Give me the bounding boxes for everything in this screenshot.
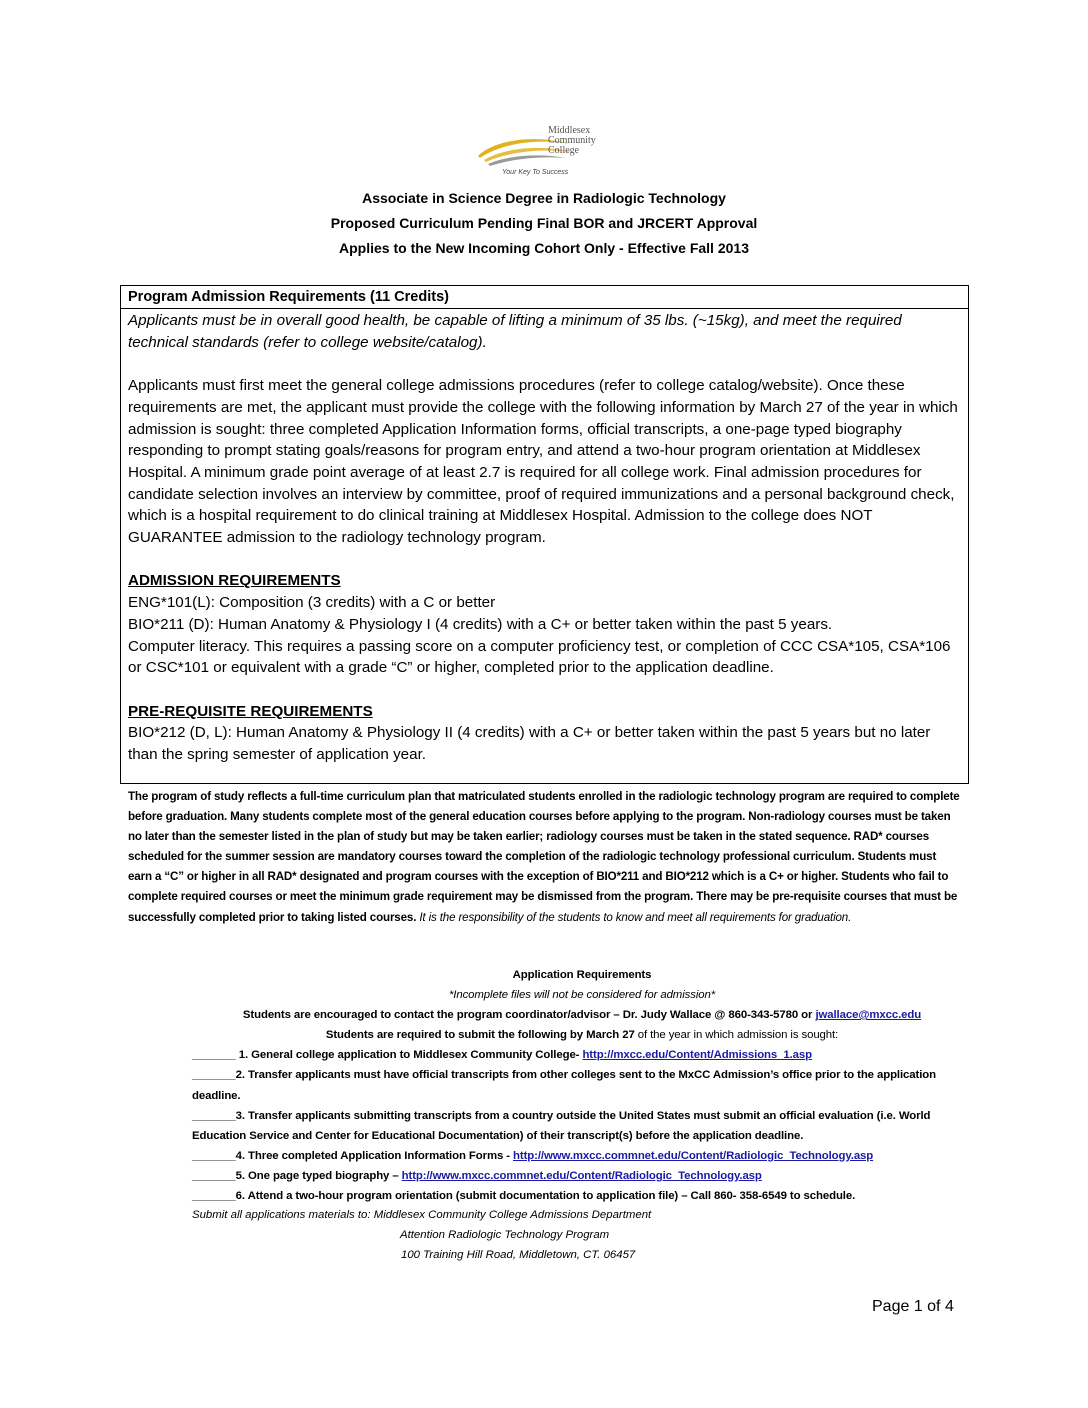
- checklist-blank: _______: [192, 1169, 236, 1182]
- checklist-blank: _______: [192, 1149, 236, 1162]
- contact-text: Students are encouraged to contact the program coordinator/advisor – Dr. Judy Wallace @ 860-343-5780 or: [242, 1009, 816, 1022]
- program-disclaimer: [128, 787, 960, 928]
- application-heading: Application Requirements: [512, 969, 652, 981]
- logo-name-line: Middlesex: [548, 125, 591, 136]
- application-requirements: [192, 965, 972, 1206]
- checklist-item: [192, 1186, 972, 1206]
- prerequisite-heading: PRE-REQUISITE REQUIREMENTS: [128, 702, 373, 720]
- prerequisite-item: BIO*212 (D, L): Human Anatomy & Physiology II (4 credits) with a C+ or better taken within the past 5 years but no later than the spring semester of application year.: [128, 724, 931, 764]
- admissions-link[interactable]: http://mxcc.edu/Content/Admissions_1.asp: [582, 1049, 813, 1062]
- page-number: Page 1 of 4: [872, 1298, 954, 1315]
- checklist-blank: _______: [192, 1109, 236, 1122]
- submit-line: [192, 1025, 972, 1045]
- requirement-item: ENG*101(L): Composition (3 credits) with a C or better: [128, 594, 496, 612]
- document-titles: [0, 186, 1088, 261]
- logo-name-line: Community: [548, 135, 596, 146]
- address-line: 100 Training Hill Road, Middletown, CT. 06457: [401, 1249, 636, 1262]
- degree-title: Associate in Science Degree in Radiologic Technology: [362, 190, 726, 206]
- biography-link[interactable]: http://www.mxcc.commnet.edu/Content/Radiologic_Technology.asp: [401, 1169, 762, 1182]
- disclaimer-text: The program of study reflects a full-time curriculum plan that matriculated students enrolled in the radiologic technology program are required to complete before graduation. Many students complete most of the general education courses before applying to the program. Non-radiology courses must be taken no later than the semester listed in the plan of study but may be taken earlier; radiology courses must be taken in the stated sequence. RAD* courses scheduled for the summer session are mandatory courses toward the completion of the radiologic technology professional curriculum. Students must earn a “C” or higher in all RAD* designated and program courses with the exception of BIO*211 and BIO*212 which is a C+ or higher. Students who fail to complete required courses or meet the minimum grade requirement may be dismissed from the program. There may be pre-requisite courses that must be successfully completed prior to taking listed courses.: [128, 790, 960, 924]
- checklist-item: [192, 1166, 972, 1186]
- checklist-item: [192, 1146, 972, 1166]
- checklist-item: [192, 1065, 972, 1105]
- incomplete-note: *Incomplete files will not be considered for admission*: [448, 989, 716, 1002]
- approval-subtitle: Proposed Curriculum Pending Final BOR and JRCERT Approval: [330, 215, 758, 231]
- logo-name-line: College: [548, 145, 580, 156]
- checklist-text: 4. Three completed Application Information Forms -: [235, 1149, 514, 1162]
- checklist-text: 6. Attend a two-hour program orientation (submit documentation to application file) – Call 860- 358-6549 to schedule.: [235, 1190, 856, 1203]
- requirement-item: BIO*211 (D): Human Anatomy & Physiology I (4 credits) with a C+ or better taken within the past 5 years.: [128, 615, 833, 633]
- health-note: Applicants must be in overall good health, be capable of lifting a minimum of 35 lbs. (~15kg), and meet the required technical standards (refer to college website/catalog).: [128, 312, 902, 351]
- admission-requirements-heading: ADMISSION REQUIREMENTS: [128, 572, 341, 590]
- contact-line: [192, 1005, 972, 1025]
- box-heading: Program Admission Requirements (11 Credits): [121, 286, 968, 309]
- submission-address: [192, 1205, 892, 1265]
- requirement-item: Computer literacy. This requires a passing score on a computer proficiency test, or completion of CCC CSA*105, CSA*106 or CSC*101 or equivalent with a grade “C” or higher, completed prior to the application deadline.: [128, 637, 951, 677]
- address-line: Submit all applications materials to: Middlesex Community College Admissions Department: [192, 1209, 652, 1221]
- application-forms-link[interactable]: http://www.mxcc.commnet.edu/Content/Radiologic_Technology.asp: [513, 1149, 874, 1162]
- college-logo: [474, 122, 624, 180]
- address-line: Attention Radiologic Technology Program: [400, 1229, 610, 1242]
- checklist-item: [192, 1045, 972, 1065]
- cohort-subtitle: Applies to the New Incoming Cohort Only - Effective Fall 2013: [339, 240, 749, 256]
- contact-email-link[interactable]: jwallace@mxcc.edu: [815, 1009, 922, 1022]
- checklist-blank: _______: [192, 1049, 236, 1062]
- checklist-text: 5. One page typed biography –: [235, 1169, 402, 1182]
- checklist-blank: _______: [192, 1190, 236, 1203]
- disclaimer-italic: It is the responsibility of the students to know and meet all requirements for graduation.: [419, 910, 852, 924]
- logo-tagline: Your Key To Success: [502, 169, 569, 176]
- admission-requirements-box: [120, 285, 969, 784]
- checklist-text: 2. Transfer applicants must have official transcripts from other colleges sent to the MxCC Admission’s office prior to the application deadline.: [192, 1069, 937, 1102]
- checklist-text: 1. General college application to Middlesex Community College-: [235, 1049, 583, 1062]
- checklist-blank: _______: [192, 1069, 236, 1082]
- checklist-item: [192, 1106, 972, 1146]
- box-body: [121, 309, 968, 766]
- submit-bold: Students are required to submit the following by March 27: [325, 1029, 635, 1042]
- checklist-text: 3. Transfer applicants submitting transcripts from a country outside the United States must submit an official evaluation (i.e. World Education Service and Center for Educational Documentation) of their transcript(s) before the application deadline.: [192, 1109, 931, 1142]
- admission-procedure: Applicants must first meet the general college admissions procedures (refer to college catalog/website). Once these requirements are met, the applicant must provide the college with the following information by March 27 of the year in which admission is sought: three completed Application Information forms, official transcripts, a one-page typed biography responding to prompt stating goals/reasons for program entry, and attend a two-hour program orientation at Middlesex Hospital. A minimum grade point average of at least 2.7 is required for all college work. Final admission procedures for candidate selection involves an interview by committee, proof of required immunizations and a personal background check, which is a hospital requirement to do clinical training at Middlesex Hospital. Admission to the college does NOT GUARANTEE admission to the radiology technology program.: [128, 377, 958, 547]
- submit-rest: of the year in which admission is sought:: [634, 1029, 839, 1042]
- logo-name: [548, 126, 618, 156]
